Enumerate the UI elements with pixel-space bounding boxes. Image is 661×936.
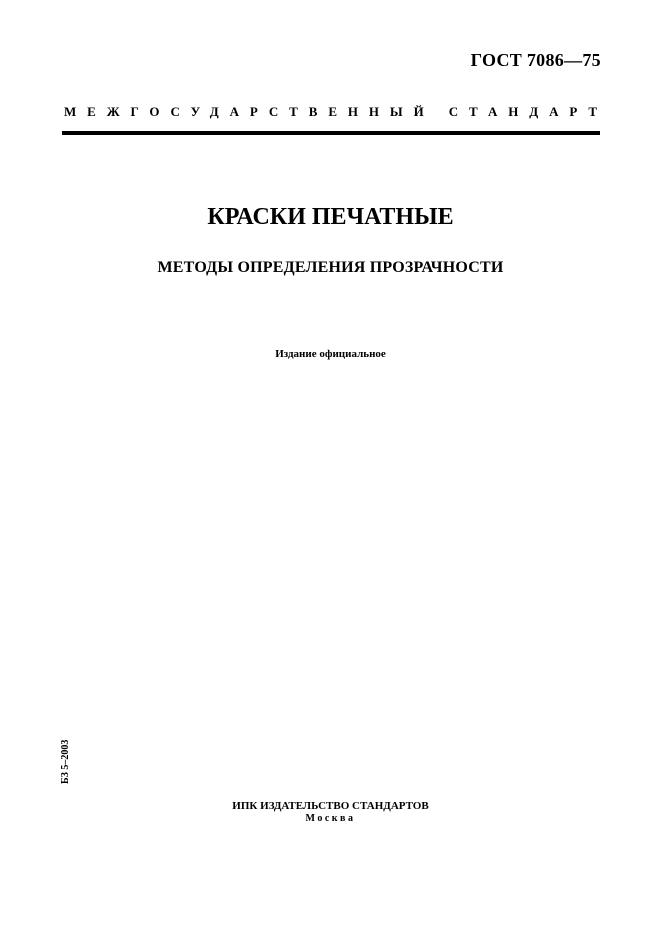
- publisher-name: ИПК ИЗДАТЕЛЬСТВО СТАНДАРТОВ: [232, 800, 429, 812]
- edition-note: Издание официальное: [275, 348, 386, 360]
- standard-number: ГОСТ 7086—75: [470, 50, 601, 70]
- document-subtitle: МЕТОДЫ ОПРЕДЕЛЕНИЯ ПРОЗРАЧНОСТИ: [157, 259, 504, 276]
- document-title: КРАСКИ ПЕЧАТНЫЕ: [207, 204, 454, 230]
- header-divider: [62, 131, 600, 135]
- standard-type-heading: МЕЖГОСУДАРСТВЕННЫЙ СТАНДАРТ: [64, 104, 608, 119]
- publisher-city: Москва: [305, 813, 356, 824]
- side-catalog-code: БЗ 5–2003: [60, 739, 71, 784]
